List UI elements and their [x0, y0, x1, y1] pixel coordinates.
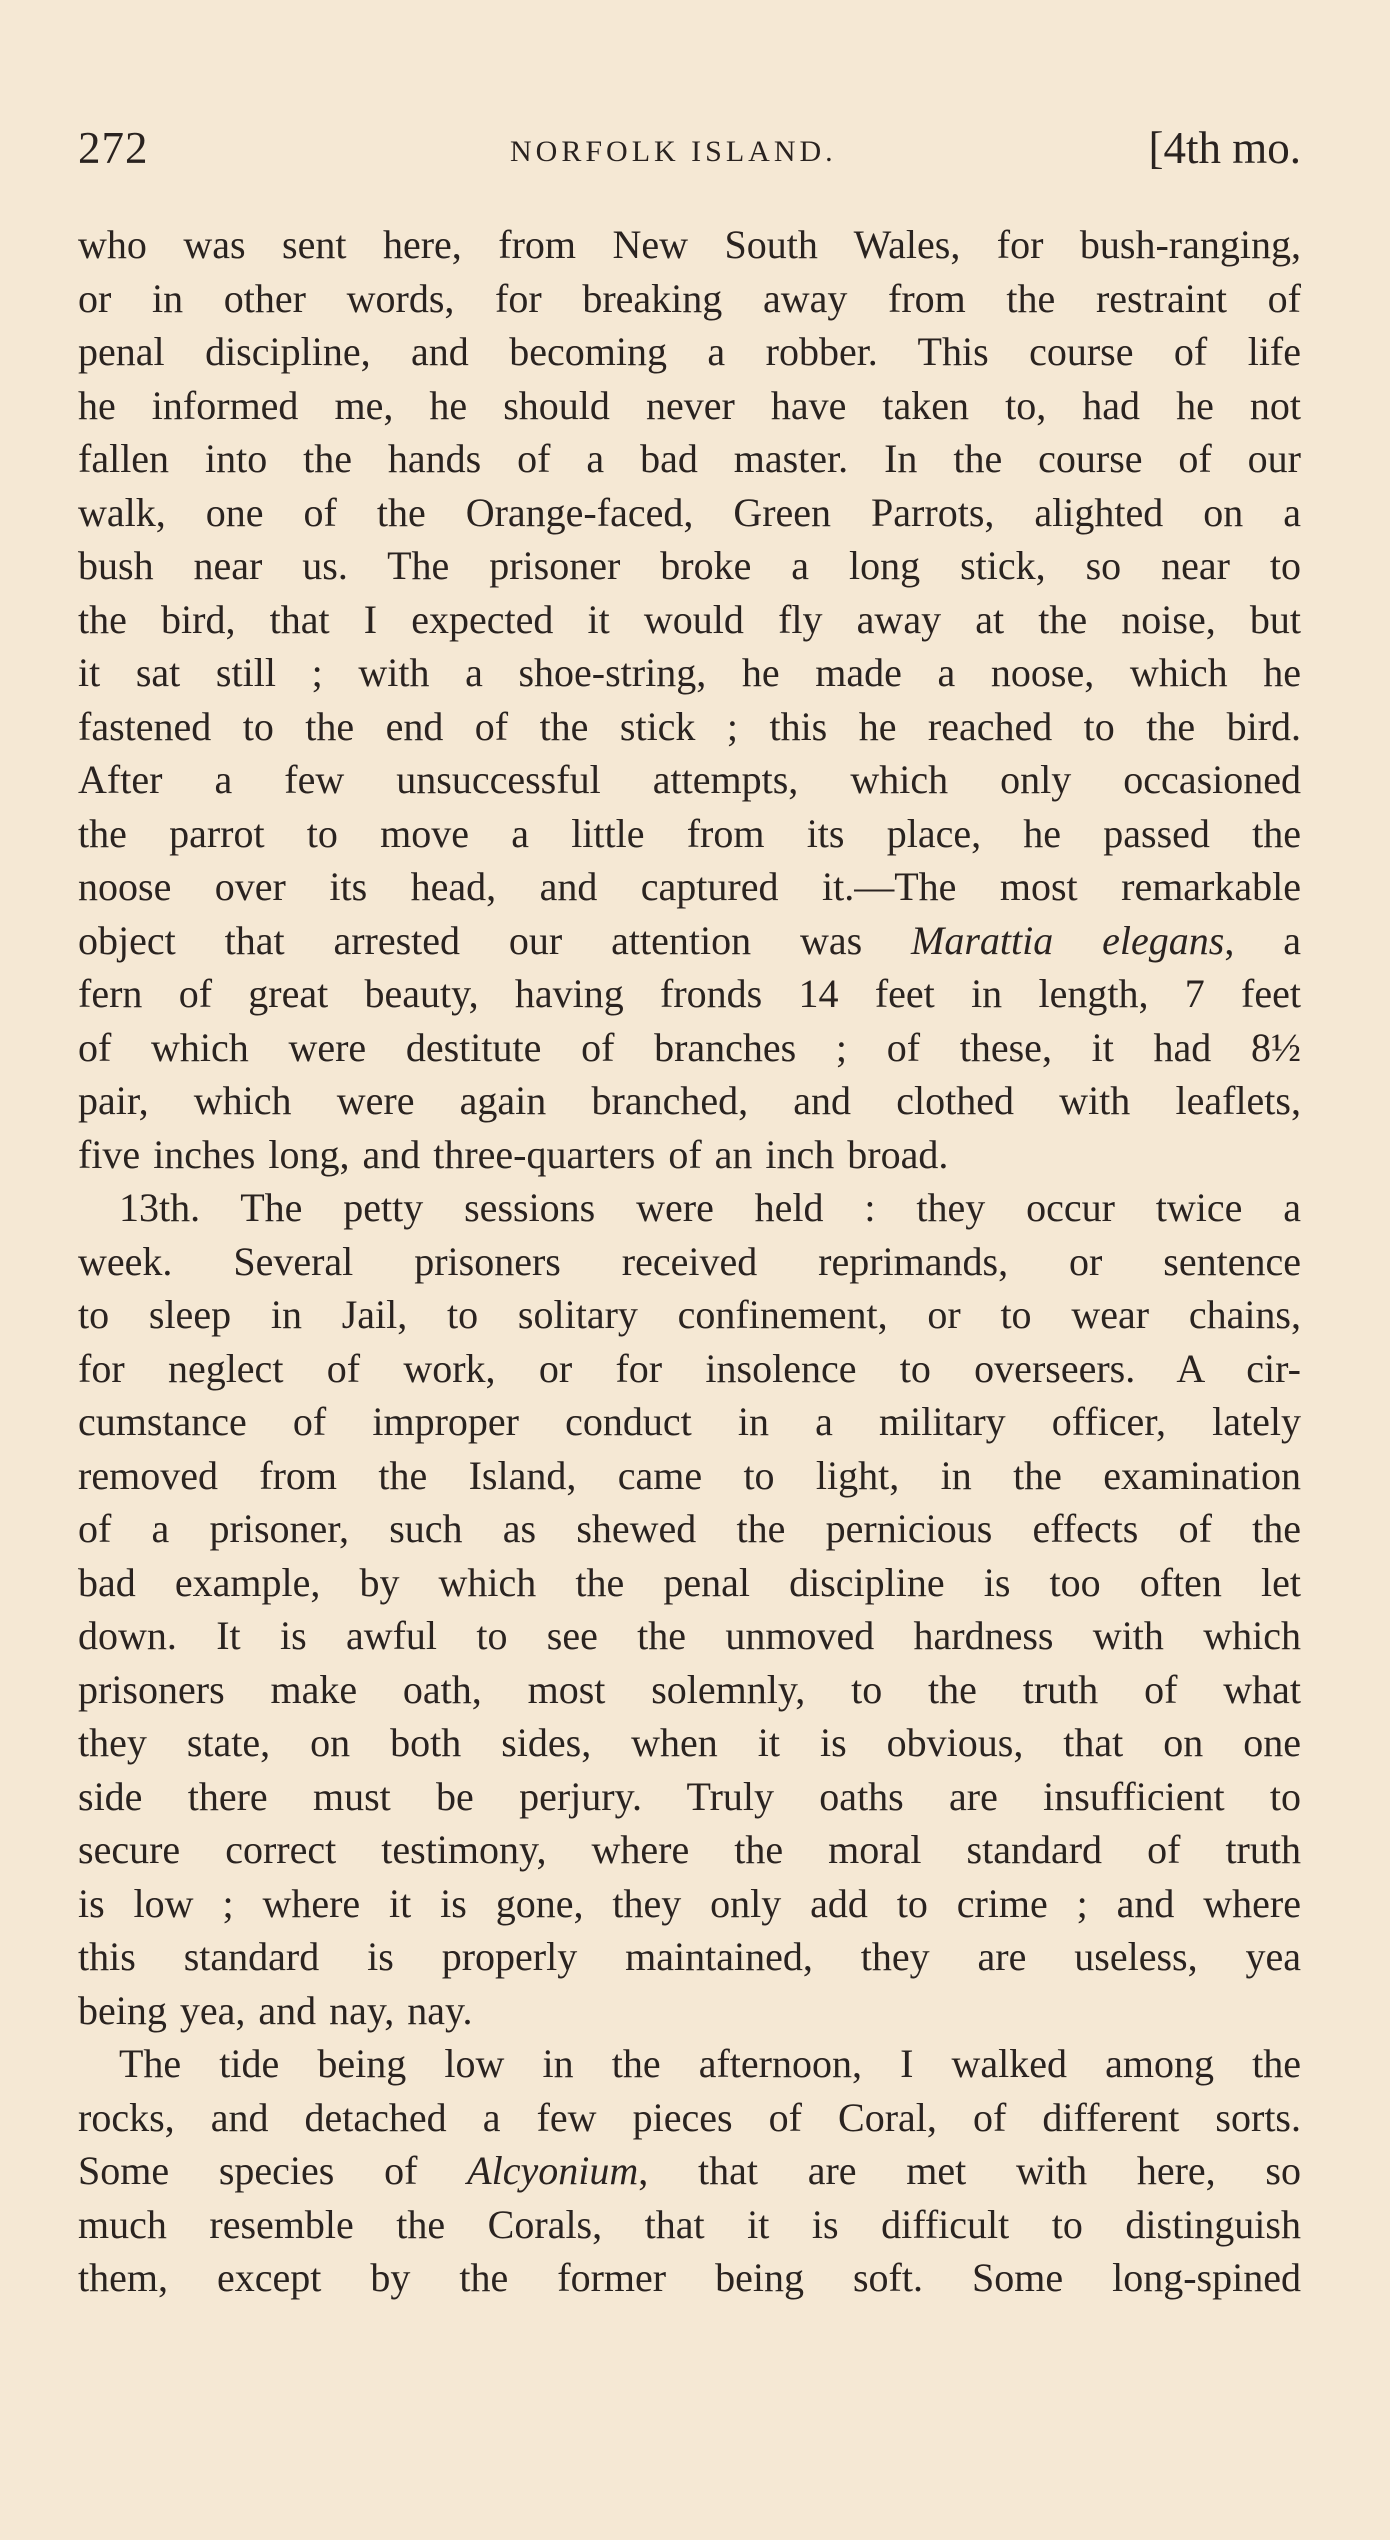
text-line	[78, 914, 1301, 968]
text-line: pair, which were again branched, and clothed with leaflets,	[78, 1078, 1301, 1123]
text-line: rocks, and detached a few pieces of Coral, of different sorts.	[78, 2094, 1301, 2140]
text-line: the parrot to move a little from its place, he passed the	[78, 810, 1301, 856]
text-segment: object that arrested our attention was	[78, 917, 912, 963]
text-line: down. It is awful to see the unmoved hardness with which	[78, 1613, 1301, 1658]
text-segment: , a	[1224, 917, 1301, 963]
text-line: fern of great beauty, having fronds 14 feet in length, 7 feet	[78, 971, 1301, 1016]
text-line: or in other words, for breaking away from the restraint of	[78, 275, 1301, 321]
text-line: side there must be perjury. Truly oaths are insufficient to	[78, 1773, 1301, 1819]
text-line: to sleep in Jail, to solitary confinement, or to wear chains,	[78, 1292, 1301, 1337]
text-line: for neglect of work, or for insolence to overseers. A cir-	[78, 1345, 1301, 1391]
text-line: much resemble the Corals, that it is difficult to distinguish	[78, 2201, 1301, 2247]
text-line: bush near us. The prisoner broke a long stick, so near to	[78, 543, 1301, 588]
text-line: them, except by the former being soft. Some long-spined	[78, 2255, 1301, 2300]
text-line: being yea, and nay, nay.	[78, 1987, 473, 2033]
text-line: of a prisoner, such as shewed the pernicious effects of the	[78, 1506, 1301, 1551]
text-line: secure correct testimony, where the moral standard of truth	[78, 1827, 1301, 1872]
text-line: 13th. The petty sessions were held : they occur twice a	[119, 1185, 1301, 1230]
text-line: of which were destitute of branches ; of these, it had 8½	[78, 1024, 1301, 1070]
text-line: penal discipline, and becoming a robber. This course of life	[78, 329, 1301, 374]
text-line: fallen into the hands of a bad master. In the course of our	[78, 436, 1301, 481]
text-line: they state, on both sides, when it is obvious, that on one	[78, 1720, 1301, 1765]
text-line: bad example, by which the penal discipline is too often let	[78, 1559, 1301, 1605]
running-date: [4th mo.	[1148, 123, 1301, 173]
text-line: cumstance of improper conduct in a military officer, lately	[78, 1399, 1301, 1444]
page-number: 272	[78, 123, 149, 173]
text-line: prisoners make oath, most solemnly, to the truth of what	[78, 1666, 1301, 1712]
text-line: the bird, that I expected it would fly away at the noise, but	[78, 596, 1301, 642]
italic-term: Alcyonium	[467, 2148, 639, 2193]
italic-term: Marattia elegans	[911, 917, 1225, 963]
text-line: is low ; where it is gone, they only add to crime ; and where	[78, 1880, 1301, 1926]
text-line: walk, one of the Orange-faced, Green Parrots, alighted on a	[78, 489, 1301, 535]
body-text	[78, 218, 1301, 2305]
text-line: fastened to the end of the stick ; this he reached to the bird.	[78, 703, 1301, 749]
text-line: noose over its head, and captured it.—The most remarkable	[78, 864, 1301, 909]
running-title: NORFOLK ISLAND.	[510, 135, 837, 168]
text-line: who was sent here, from New South Wales, for bush-ranging,	[78, 222, 1301, 267]
text-line: this standard is properly maintained, they are useless, yea	[78, 1934, 1301, 1979]
text-line: removed from the Island, came to light, in the examination	[78, 1452, 1301, 1498]
text-line: The tide being low in the afternoon, I walked among the	[119, 2041, 1301, 2086]
text-line	[78, 2144, 1301, 2198]
text-line: he informed me, he should never have taken to, had he not	[78, 382, 1301, 428]
text-segment: Some species of	[78, 2148, 468, 2193]
text-line: it sat still ; with a shoe-string, he made a noose, which he	[78, 650, 1301, 695]
running-head	[78, 118, 1301, 178]
text-line: five inches long, and three-quarters of an inch broad.	[78, 1131, 949, 1177]
text-line: After a few unsuccessful attempts, which only occasioned	[78, 757, 1301, 802]
text-segment: , that are met with here, so	[638, 2148, 1301, 2193]
text-line: week. Several prisoners received reprimands, or sentence	[78, 1238, 1301, 1284]
